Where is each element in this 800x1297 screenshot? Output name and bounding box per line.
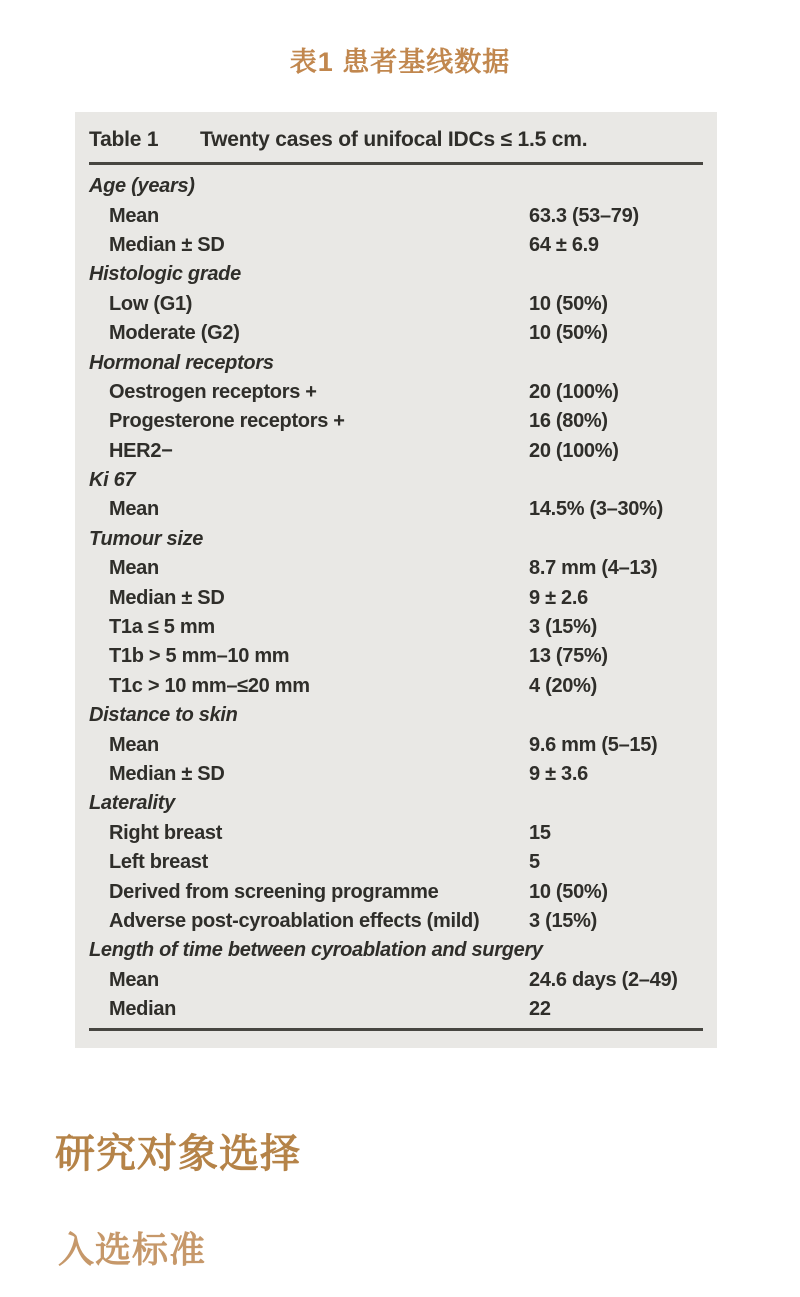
table-row	[89, 319, 703, 348]
row-label: Low (G1)	[109, 292, 193, 315]
row-label: Distance to skin	[89, 704, 238, 727]
table-row	[89, 495, 703, 524]
table-row	[89, 231, 703, 260]
row-value: 9 ± 2.6	[529, 586, 588, 609]
row-value: 16 (80%)	[529, 410, 608, 433]
table-top-rule	[89, 162, 703, 165]
table-row	[89, 260, 703, 289]
table-title: Twenty cases of unifocal IDCs ≤ 1.5 cm.	[200, 128, 588, 151]
row-label: T1a ≤ 5 mm	[109, 616, 215, 639]
table-row	[89, 966, 703, 995]
table-row	[89, 378, 703, 407]
table-caption-row	[75, 112, 717, 153]
row-label: Adverse post-cyroablation effects (mild)	[109, 909, 480, 932]
table1-figure	[75, 112, 717, 1048]
row-value: 10 (50%)	[529, 292, 608, 315]
row-label: Oestrogen receptors +	[109, 380, 317, 403]
row-label: T1b > 5 mm–10 mm	[109, 645, 290, 668]
row-label: Median	[109, 998, 177, 1021]
table-row	[89, 672, 703, 701]
table-row	[89, 789, 703, 818]
table-row	[89, 642, 703, 671]
row-label: Median ± SD	[109, 763, 225, 785]
row-label: Histologic grade	[89, 263, 241, 286]
row-label: T1c > 10 mm–≤20 mm	[109, 674, 310, 697]
table-row	[89, 613, 703, 642]
row-value: 5	[529, 851, 540, 874]
row-value: 64 ± 6.9	[529, 233, 599, 256]
row-label: Hormonal receptors	[89, 351, 274, 374]
table-row	[89, 995, 703, 1024]
table-row	[89, 848, 703, 877]
row-value: 14.5% (3–30%)	[529, 498, 663, 521]
table-row	[89, 877, 703, 906]
table-row	[89, 936, 703, 965]
table-rows	[89, 172, 703, 1024]
row-label: Right breast	[109, 821, 223, 844]
table-row	[89, 819, 703, 848]
row-value: 13 (75%)	[529, 645, 608, 668]
row-value: 9 ± 3.6	[529, 763, 588, 785]
row-label: Mean	[109, 204, 159, 227]
row-value: 10 (50%)	[529, 880, 608, 903]
table-row	[89, 760, 703, 789]
row-label: Mean	[109, 557, 159, 580]
row-label: Length of time between cyroablation and surgery	[89, 939, 543, 962]
section-heading: 研究对象选择	[55, 1130, 301, 1177]
row-value: 24.6 days (2–49)	[529, 968, 678, 991]
row-value: 22	[529, 998, 551, 1021]
row-label: Median ± SD	[109, 233, 225, 256]
row-label: Ki 67	[89, 469, 136, 492]
table-label: Table 1	[89, 128, 159, 151]
row-value: 3 (15%)	[529, 616, 597, 639]
row-value: 3 (15%)	[529, 909, 597, 932]
row-value: 20 (100%)	[529, 439, 619, 462]
row-label: Derived from screening programme	[109, 880, 439, 903]
row-label: Progesterone receptors +	[109, 410, 345, 433]
row-label: Mean	[109, 733, 159, 756]
table-row	[89, 907, 703, 936]
row-value: 15	[529, 821, 551, 844]
table-row	[89, 701, 703, 730]
row-label: HER2−	[109, 439, 173, 462]
row-label: Mean	[109, 968, 159, 991]
table-row	[89, 730, 703, 759]
row-label: Mean	[109, 498, 159, 521]
table-row	[89, 466, 703, 495]
row-value: 63.3 (53–79)	[529, 204, 639, 227]
table-row	[89, 201, 703, 230]
subsection-heading: 入选标准	[58, 1229, 207, 1270]
row-value: 9.6 mm (5–15)	[529, 733, 658, 756]
table-row	[89, 172, 703, 201]
row-label: Left breast	[109, 851, 208, 874]
row-value: 20 (100%)	[529, 380, 619, 403]
table-caption-cn: 表1 患者基线数据	[289, 47, 511, 77]
table-row	[89, 583, 703, 612]
table-row	[89, 348, 703, 377]
row-label: Laterality	[89, 792, 175, 815]
table-row	[89, 554, 703, 583]
table-row	[89, 525, 703, 554]
table-row	[89, 437, 703, 466]
row-value: 10 (50%)	[529, 322, 608, 345]
row-value: 8.7 mm (4–13)	[529, 557, 658, 580]
row-value: 4 (20%)	[529, 674, 597, 697]
row-label: Moderate (G2)	[109, 322, 240, 345]
table-row	[89, 290, 703, 319]
table-row	[89, 407, 703, 436]
row-label: Age (years)	[89, 175, 195, 198]
table-bottom-rule	[89, 1028, 703, 1031]
row-label: Tumour size	[89, 527, 204, 550]
row-label: Median ± SD	[109, 586, 225, 609]
